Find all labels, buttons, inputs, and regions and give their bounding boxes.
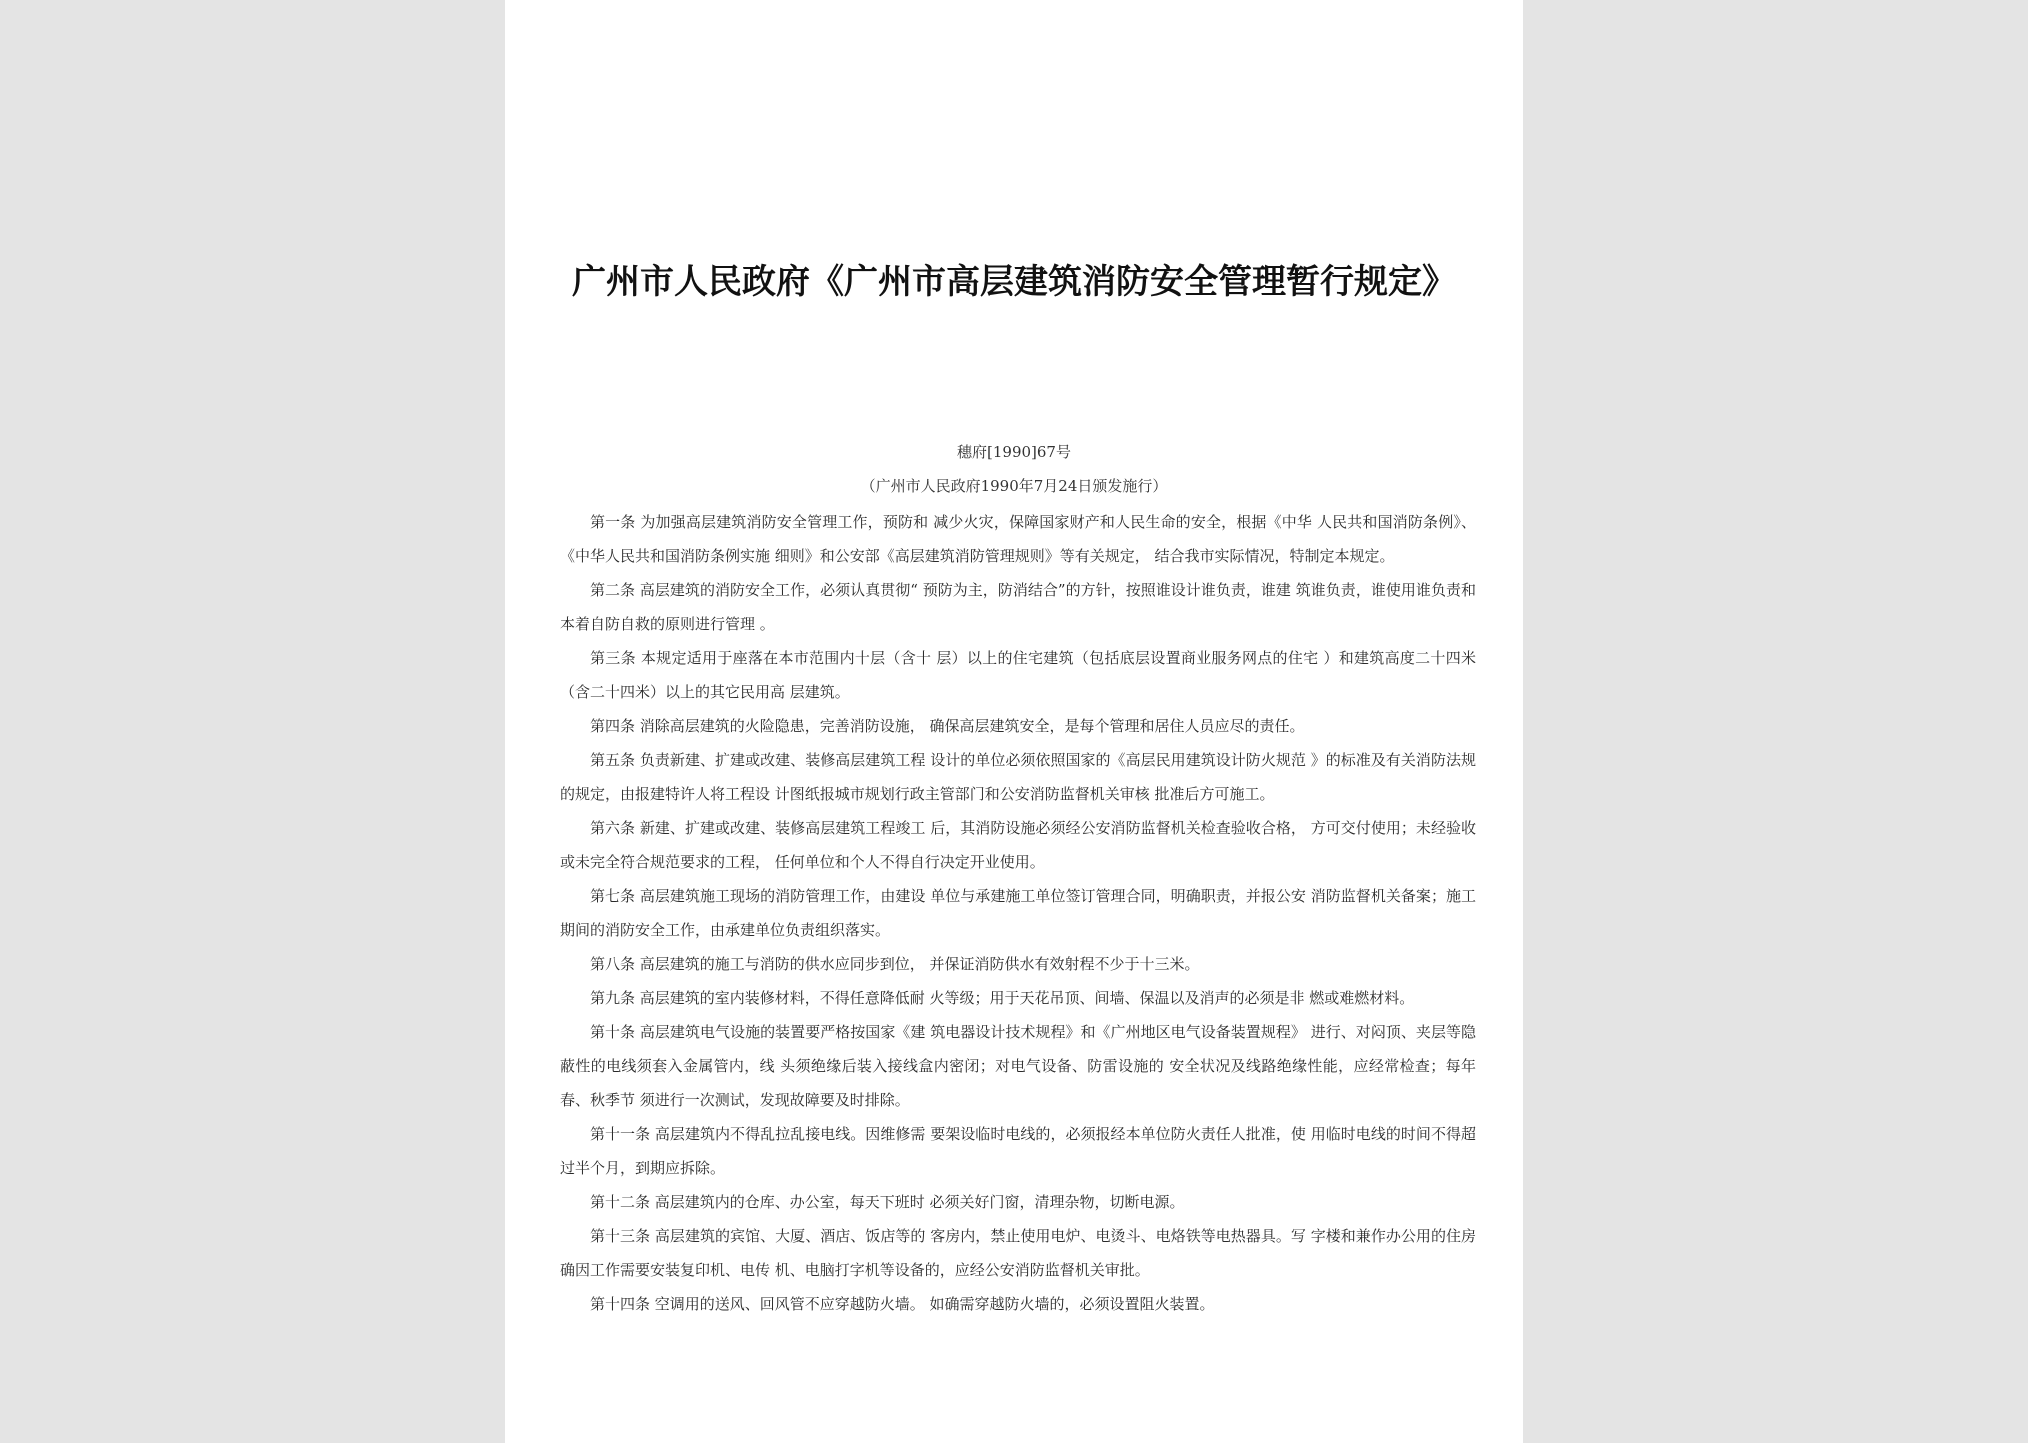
article-12: 第十二条 高层建筑内的仓库、办公室，每天下班时 必须关好门窗，清理杂物，切断电源。	[590, 1193, 1185, 1211]
document-body	[560, 505, 1476, 1321]
article-9: 第九条 高层建筑的室内装修材料，不得任意降低耐 火等级；用于天花吊顶、间墙、保温以及消声的必须是非 燃或难燃材料。	[590, 989, 1415, 1007]
document-title: 广州市人民政府《广州市高层建筑消防安全管理暂行规定》	[572, 262, 1456, 302]
article-1: 第一条 为加强高层建筑消防安全管理工作，预防和 减少火灾，保障国家财产和人民生命的安全，根据《中华 人民共和国消防条例》、《中华人民共和国消防条例实施 细则》和公安部《高层建筑消防管理规则》等有关规定， 结合我市实际情况，特制定本规定。	[560, 513, 1476, 565]
article-2: 第二条 高层建筑的消防安全工作，必须认真贯彻“ 预防为主，防消结合”的方针，按照谁设计谁负责，谁建 筑谁负责，谁使用谁负责和本着自防自救的原则进行管理 。	[560, 581, 1476, 633]
article-3: 第三条 本规定适用于座落在本市范围内十层（含十 层）以上的住宅建筑（包括底层设置商业服务网点的住宅 ）和建筑高度二十四米（含二十四米）以上的其它民用高 层建筑。	[560, 649, 1476, 701]
article-13: 第十三条 高层建筑的宾馆、大厦、酒店、饭店等的 客房内，禁止使用电炉、电烫斗、电烙铁等电热器具。写 字楼和兼作办公用的住房确因工作需要安装复印机、电传 机、电脑打字机等设备的，应经公安消防监督机关审批。	[560, 1227, 1476, 1279]
article-8: 第八条 高层建筑的施工与消防的供水应同步到位， 并保证消防供水有效射程不少于十三米。	[590, 955, 1200, 973]
article-4: 第四条 消除高层建筑的火险隐患，完善消防设施， 确保高层建筑安全，是每个管理和居住人员应尽的责任。	[590, 717, 1305, 735]
article-11: 第十一条 高层建筑内不得乱拉乱接电线。因维修需 要架设临时电线的，必须报经本单位防火责任人批准，使 用临时电线的时间不得超过半个月，到期应拆除。	[560, 1125, 1476, 1177]
issue-note: （广州市人民政府1990年7月24日颁发施行）	[860, 477, 1168, 495]
article-10: 第十条 高层建筑电气设施的装置要严格按国家《建 筑电器设计技术规程》和《广州地区电气设备装置规程》 进行、对闷顶、夹层等隐蔽性的电线须套入金属管内，线 头须绝缘后装入接线盒内密闭；对电气设备、防雷设施的 安全状况及线路绝缘性能，应经常检查；每年春、秋季节 须进行一次测试，发现故障要及时排除。	[560, 1023, 1476, 1109]
document-page	[505, 0, 1523, 1443]
article-6: 第六条 新建、扩建或改建、装修高层建筑工程竣工 后，其消防设施必须经公安消防监督机关检查验收合格， 方可交付使用；未经验收或未完全符合规范要求的工程， 任何单位和个人不得自行决定开业使用。	[560, 819, 1476, 871]
article-14: 第十四条 空调用的送风、回风管不应穿越防火墙。 如确需穿越防火墙的，必须设置阻火装置。	[590, 1295, 1215, 1313]
article-5: 第五条 负责新建、扩建或改建、装修高层建筑工程 设计的单位必须依照国家的《高层民用建筑设计防火规范 》的标准及有关消防法规的规定，由报建特许人将工程设 计图纸报城市规划行政主管部门和公安消防监督机关审核 批准后方可施工。	[560, 751, 1476, 803]
article-7: 第七条 高层建筑施工现场的消防管理工作，由建设 单位与承建施工单位签订管理合同，明确职责，并报公安 消防监督机关备案；施工期间的消防安全工作，由承建单位负责组织落实。	[560, 887, 1476, 939]
document-number: 穗府[1990]67号	[957, 443, 1071, 461]
